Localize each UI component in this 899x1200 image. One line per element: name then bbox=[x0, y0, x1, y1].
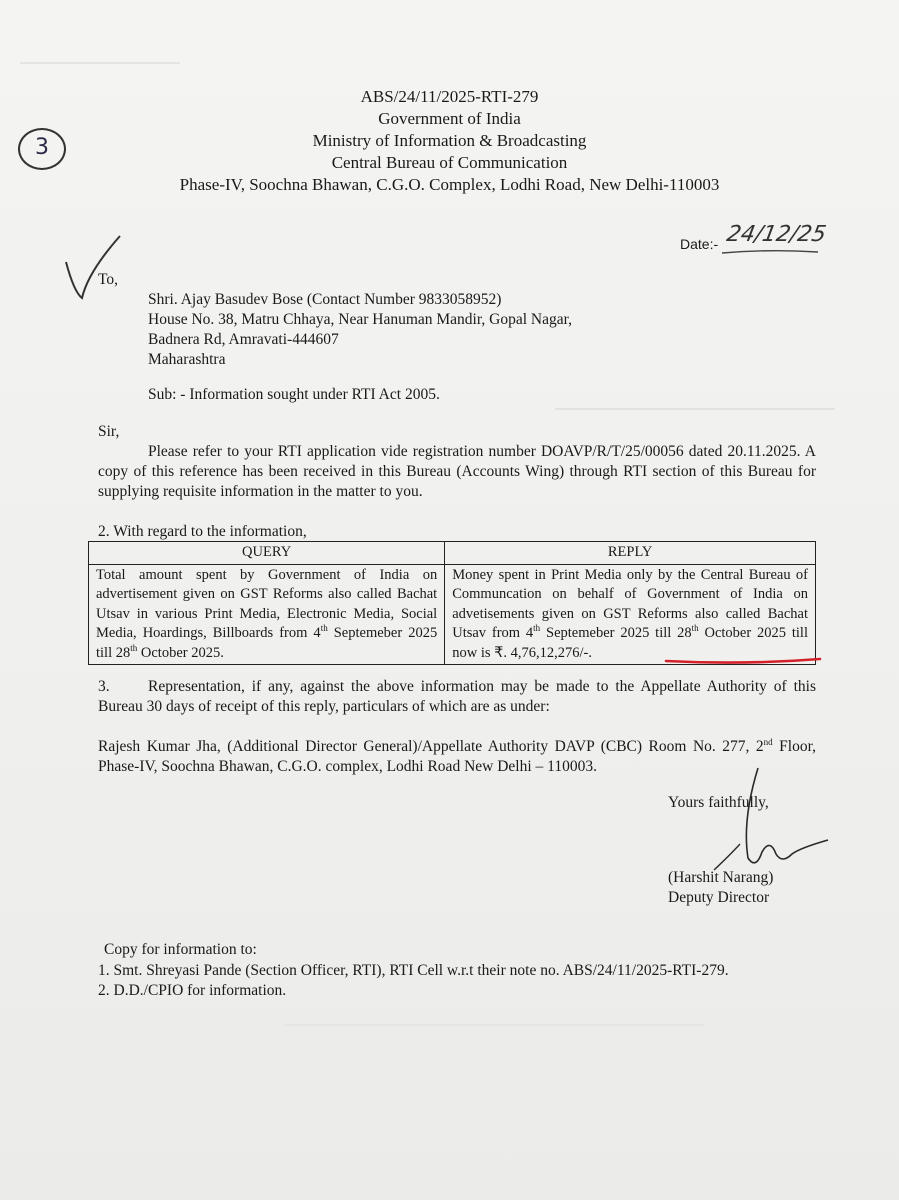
appellate-text-a: Rajesh Kumar Jha, (Additional Director General)/Appellate Authority DAVP (CBC) Room No. 277, 2 bbox=[98, 738, 764, 755]
margin-number: 3 bbox=[35, 135, 49, 160]
paragraph-3-number: 3. bbox=[98, 678, 110, 695]
appellate-sup: nd bbox=[763, 736, 773, 747]
reply-cell bbox=[445, 564, 816, 665]
signatory-name: (Harshit Narang) bbox=[668, 869, 774, 886]
scan-smudge bbox=[20, 62, 180, 64]
reply-text-c: October 2025 till now is bbox=[452, 625, 808, 661]
rti-table bbox=[88, 541, 816, 665]
date-underline bbox=[720, 248, 820, 256]
recipient-address-1: House No. 38, Matru Chhaya, Near Hanuman Mandir, Gopal Nagar, bbox=[148, 311, 573, 328]
query-text-a: Total amount spent by Government of India on advertisement given on GST Reforms also called Bachat Utsav in various Print Media, Electronic Media, Social Media, Hoardings, Billboards from 4 bbox=[96, 566, 438, 641]
address-line: Phase-IV, Soochna Bhawan, C.G.O. Complex, Lodhi Road, New Delhi-110003 bbox=[179, 175, 720, 194]
reference-number: ABS/24/11/2025-RTI-279 bbox=[360, 87, 539, 106]
govt-line: Government of India bbox=[378, 109, 521, 128]
query-sup-2: th bbox=[130, 642, 138, 653]
signatory-designation: Deputy Director bbox=[668, 889, 770, 906]
reply-text-a: Money spent in Print Media only by the Central Bureau of Communcation on behalf of Government of India on advetisements given on GST Reforms also called Bachat Utsav from 4 bbox=[452, 566, 808, 641]
copy-item-2: 2. D.D./CPIO for information. bbox=[98, 982, 287, 999]
paragraph-1: Please refer to your RTI application vide registration number DOAVP/R/T/25/00056 dated 20.11.2025. A copy of this reference has been received in this Bureau (Accounts Wing) through RTI section of this Bureau for supplying requisite information in the matter to you. bbox=[98, 443, 816, 500]
query-text-b: Septemeber 2025 till 28 bbox=[96, 625, 438, 661]
recipient-address-2: Badnera Rd, Amravati-444607 bbox=[148, 331, 339, 348]
query-text-c: October 2025. bbox=[137, 644, 224, 661]
query-header: QUERY bbox=[89, 542, 445, 565]
query-cell bbox=[89, 564, 445, 665]
date-value: 24/12/25 bbox=[724, 222, 829, 247]
ministry-line: Ministry of Information & Broadcasting bbox=[312, 131, 587, 150]
check-mark-icon bbox=[60, 232, 130, 312]
date-label: Date:- bbox=[680, 236, 719, 252]
to-label: To, bbox=[98, 271, 119, 288]
table-header-row bbox=[89, 542, 816, 565]
reply-sup-1: th bbox=[533, 623, 541, 634]
query-sup-1: th bbox=[320, 623, 328, 634]
subject-line: Sub: - Information sought under RTI Act 2005. bbox=[148, 386, 440, 403]
reply-header: REPLY bbox=[445, 542, 816, 565]
reply-text-b: Septemeber 2025 till 28 bbox=[540, 625, 692, 641]
paragraph-3: Representation, if any, against the above information may be made to the Appellate Authority of this Bureau 30 days of receipt of this reply, particulars of which are as under: bbox=[98, 678, 816, 715]
scan-smudge bbox=[285, 1024, 705, 1026]
margin-number-mark bbox=[18, 128, 66, 170]
paragraph-2-heading: 2. With regard to the information, bbox=[98, 523, 307, 540]
amount-underline bbox=[664, 656, 824, 666]
table-row bbox=[89, 564, 816, 665]
scan-smudge bbox=[555, 408, 835, 410]
amount-value: ₹. 4,76,12,276/-. bbox=[494, 644, 592, 661]
appellate-text-b: Floor, Phase-IV, Soochna Bhawan, C.G.O. complex, Lodhi Road New Delhi – 110003. bbox=[98, 738, 817, 775]
closing: Yours faithfully, bbox=[668, 794, 769, 811]
bureau-line: Central Bureau of Communication bbox=[331, 153, 568, 172]
recipient-name: Shri. Ajay Basudev Bose (Contact Number 9833058952) bbox=[148, 291, 502, 308]
recipient-address-3: Maharashtra bbox=[148, 351, 226, 368]
copy-item-1: 1. Smt. Shreyasi Pande (Section Officer, RTI), RTI Cell w.r.t their note no. ABS/24/11/2025-RTI-279. bbox=[98, 962, 729, 979]
copy-heading: Copy for information to: bbox=[104, 941, 257, 958]
reply-sup-2: th bbox=[691, 623, 699, 634]
salutation: Sir, bbox=[98, 423, 120, 440]
signature-mark bbox=[700, 760, 835, 885]
